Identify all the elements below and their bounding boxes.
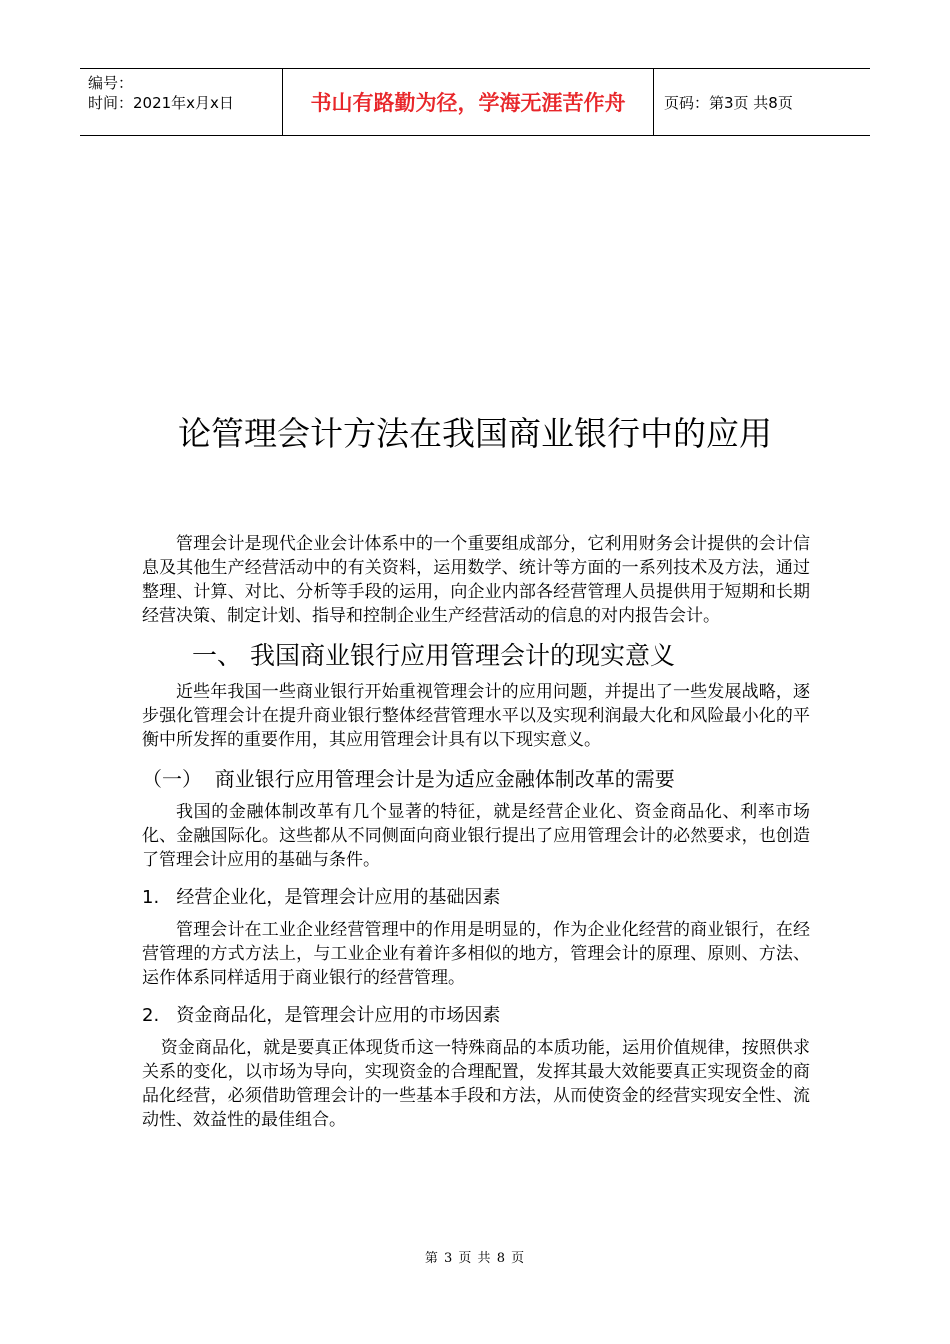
header-page-info: 页码：第3页 共8页 xyxy=(664,93,793,112)
page-footer: 第 3 页 共 8 页 xyxy=(424,1251,526,1266)
item-1-paragraph: 管理会计在工业企业经营管理中的作用是明显的，作为企业化经营的商业银行，在经营管理的方式方法上，与工业企业有着许多相似的地方，管理会计的原理、原则、方法、运作体系同样适用于商业银行的经营管理。 xyxy=(142,920,810,988)
document-title: 论管理会计方法在我国商业银行中的应用 xyxy=(178,414,772,453)
header-motto: 书山有路勤为径，学海无涯苦作舟 xyxy=(282,69,654,135)
section-1-heading: 一、 我国商业银行应用管理会计的现实意义 xyxy=(192,641,675,670)
document-body xyxy=(142,532,810,1132)
header-table xyxy=(80,68,870,136)
item-1-heading: 1. 经营企业化，是管理会计应用的基础因素 xyxy=(142,887,501,908)
subsection-1-heading: （一） 商业银行应用管理会计是为适应金融体制改革的需要 xyxy=(142,767,675,791)
item-2-heading: 2. 资金商品化，是管理会计应用的市场因素 xyxy=(142,1005,501,1026)
item-2-paragraph: 资金商品化，就是要真正体现货币这一特殊商品的本质功能，运用价值规律，按照供求关系的变化，以市场为导向，实现资金的合理配置，发挥其最大效能要真正实现资金的商品化经营，必须借助管理会计的一些基本手段和方法，从而使资金的经营实现安全性、流动性、效益性的最佳组合。 xyxy=(142,1038,810,1130)
header-meta xyxy=(80,69,282,135)
intro-paragraph: 管理会计是现代企业会计体系中的一个重要组成部分，它利用财务会计提供的会计信息及其他生产经营活动中的有关资料，运用数学、统计等方面的一系列技术及方法，通过整理、计算、对比、分析等手段的运用，向企业内部各经营管理人员提供用于短期和长期经营决策、制定计划、指导和控制企业生产经营活动的信息的对内报告会计。 xyxy=(142,534,810,626)
section-1-paragraph: 近些年我国一些商业银行开始重视管理会计的应用问题，并提出了一些发展战略，逐步强化管理会计在提升商业银行整体经营管理水平以及实现利润最大化和风险最小化的平衡中所发挥的重要作用，其应用管理会计具有以下现实意义。 xyxy=(142,682,810,750)
header-time-label: 时间：2021年x月x日 xyxy=(88,94,234,112)
subsection-1-paragraph: 我国的金融体制改革有几个显著的特征，就是经营企业化、资金商品化、利率市场化、金融国际化。这些都从不同侧面向商业银行提出了应用管理会计的必然要求，也创造了管理会计应用的基础与条件。 xyxy=(142,802,810,870)
header-number-label: 编号： xyxy=(88,74,134,92)
